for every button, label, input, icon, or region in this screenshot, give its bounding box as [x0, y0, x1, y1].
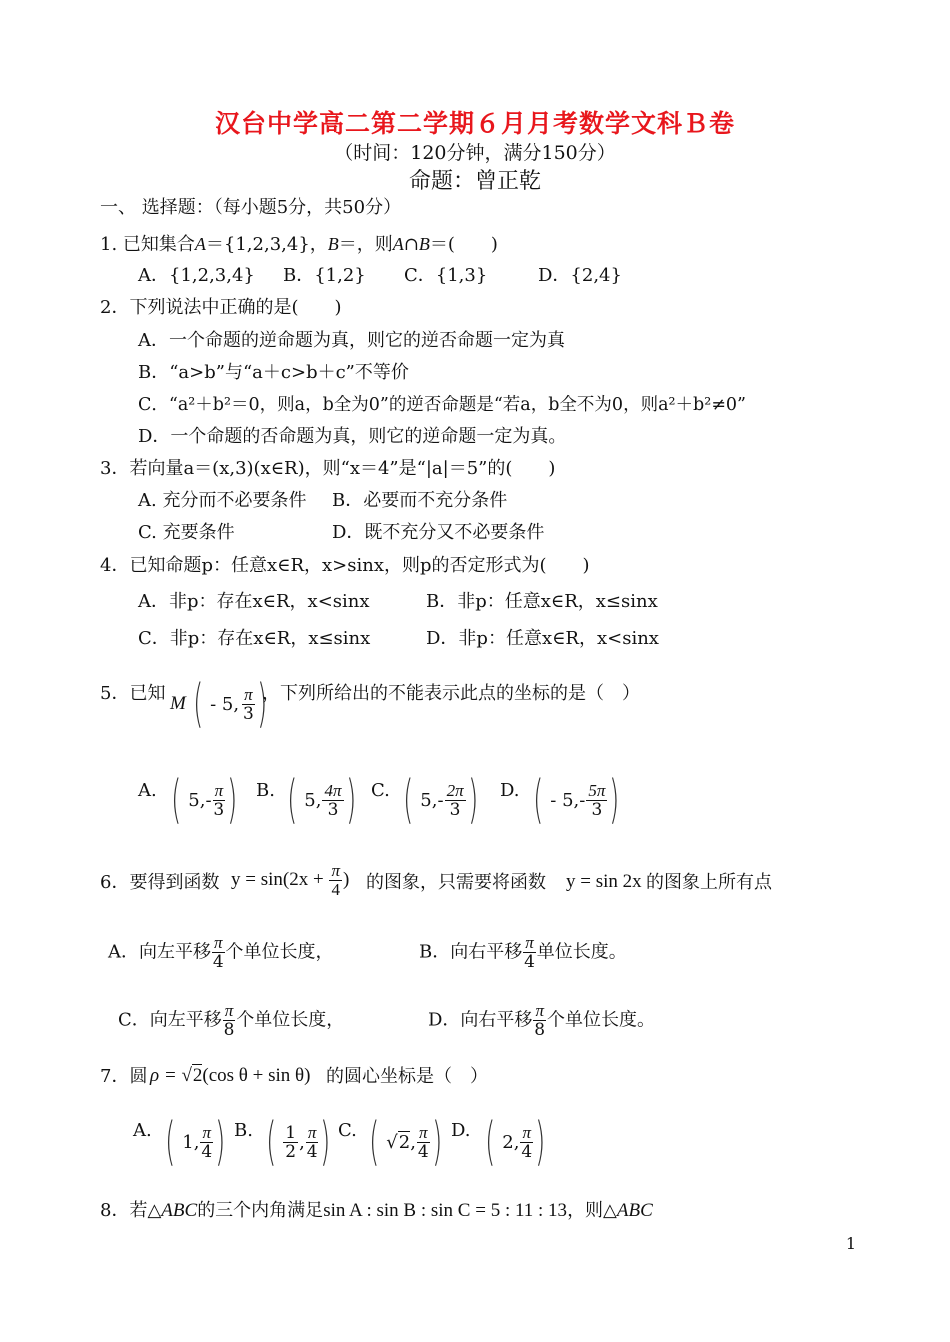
question-7-equation: ρ = √2(cos θ + sin θ) — [150, 1065, 311, 1086]
question-5-option-c-point: ( 5,- $\frac{2\pi}{3}$ ) — [403, 770, 478, 830]
question-7-option-b-point: ( $\frac{1}{2}$ , $\frac{\pi}{4}$ ) — [266, 1112, 331, 1172]
question-5-stem-start: 5．已知 — [100, 683, 166, 704]
page-number: 1 — [845, 1234, 856, 1253]
question-5-option-c-label: C. — [371, 780, 390, 801]
question-5-option-a-point: ( 5,- $\frac{\pi}{3}$ ) — [171, 770, 238, 830]
question-1-option-a: A．{1,2,3,4} — [138, 265, 255, 286]
question-5-option-b-point: ( 5, $\frac{4\pi}{3}$ ) — [287, 770, 356, 830]
question-7-option-a-point: ( 1, $\frac{\pi}{4}$ ) — [165, 1112, 226, 1172]
question-4-option-a: A．非p：存在x∈R，x<sinx — [138, 591, 370, 612]
question-2-option-b: B．“a>b”与“a＋c>b＋c”不等价 — [138, 362, 409, 383]
question-7-option-b-label: B. — [234, 1120, 253, 1141]
exam-time-info: （时间：120分钟，满分150分） — [334, 142, 616, 164]
question-4-option-b: B．非p：任意x∈R，x≤sinx — [426, 591, 658, 612]
question-2-stem: 2．下列说法中正确的是( ) — [100, 297, 342, 318]
question-5-stem-end: ，下列所给出的不能表示此点的坐标的是（ ） — [262, 683, 640, 704]
question-7-option-c-point: ( √ 2 , $\frac{\pi}{4}$ ) — [369, 1112, 442, 1172]
question-6-function-1: y = sin(2x + $\frac{\pi}{4}$ ) — [231, 861, 350, 899]
exam-author: 命题：曾正乾 — [408, 169, 541, 194]
question-2-option-d: D．一个命题的否命题为真，则它的逆命题一定为真。 — [138, 426, 567, 447]
question-7-option-a-label: A. — [133, 1120, 152, 1141]
question-7-option-d-point: ( 2, $\frac{\pi}{4}$ ) — [485, 1112, 546, 1172]
question-5-option-d-point: ( - 5,- $\frac{5\pi}{3}$ ) — [533, 770, 620, 830]
question-1-option-b: B．{1,2} — [283, 265, 366, 286]
question-1-stem: 1. 已知集合A＝{1,2,3,4}，B＝，则A∩B＝( ) — [100, 234, 498, 255]
question-2-option-a: A．一个命题的逆命题为真，则它的逆否命题一定为真 — [138, 330, 565, 351]
question-7-stem-start: 7．圆 — [100, 1066, 148, 1087]
question-6-option-a: A．向左平移 $\frac{\pi}{4}$ 个单位长度， — [108, 933, 334, 972]
question-6-option-b: B．向右平移 $\frac{\pi}{4}$ 单位长度。 — [419, 933, 627, 972]
question-6-option-d: D．向右平移 $\frac{\pi}{8}$ 个单位长度。 — [428, 1001, 655, 1040]
question-2-option-c: C．“a²＋b²＝0，则a，b全为0”的逆否命题是“若a，b全不为0，则a²＋b²≠0” — [138, 395, 746, 415]
question-6-function-2: y = sin 2x — [566, 871, 642, 892]
question-6-option-c: C．向左平移 $\frac{\pi}{8}$ 个单位长度， — [118, 1001, 345, 1040]
question-7-option-c-label: C. — [338, 1120, 357, 1141]
question-6-stem-end: 的图象上所有点 — [646, 872, 772, 893]
question-5-option-b-label: B. — [256, 780, 275, 801]
section-heading: 一、 选择题：（每小题5分，共50分） — [100, 197, 402, 218]
question-3-option-a: A. 充分而不必要条件 — [138, 490, 307, 511]
question-4-stem: 4．已知命题p：任意x∈R，x>sinx，则p的否定形式为( ) — [100, 555, 590, 576]
question-6-stem-middle: 的图象，只需要将函数 — [366, 872, 546, 893]
question-3-option-c: C. 充要条件 — [138, 522, 235, 543]
question-5-option-d-label: D. — [500, 780, 520, 801]
question-3-stem: 3．若向量a＝(x,3)(x∈R)，则“x＝4”是“|a|＝5”的( ) — [100, 458, 556, 479]
question-3-option-d: D．既不充分又不必要条件 — [332, 522, 545, 543]
exam-title: 汉台中学高二第二学期６月月考数学文科Ｂ卷 — [214, 109, 735, 138]
question-6-stem-start: 6．要得到函数 — [100, 872, 220, 893]
question-4-option-c: C．非p：存在x∈R，x≤sinx — [138, 628, 371, 649]
question-8-stem: 8．若△ABC的三个内角满足sin A : sin B : sin C = 5 : 11 : 13，则△ABC — [100, 1200, 653, 1221]
question-5-point: M ( - 5, $\frac{\pi}{3}$ ) — [170, 674, 267, 734]
question-1-option-c: C．{1,3} — [404, 265, 488, 286]
question-1-option-d: D．{2,4} — [538, 265, 622, 286]
question-7-option-d-label: D. — [451, 1120, 471, 1141]
question-7-stem-end: 的圆心坐标是（ ） — [326, 1066, 488, 1087]
question-4-option-d: D．非p：任意x∈R，x<sinx — [426, 628, 659, 649]
question-3-option-b: B．必要而不充分条件 — [332, 490, 508, 511]
question-5-option-a-label: A. — [138, 780, 157, 801]
